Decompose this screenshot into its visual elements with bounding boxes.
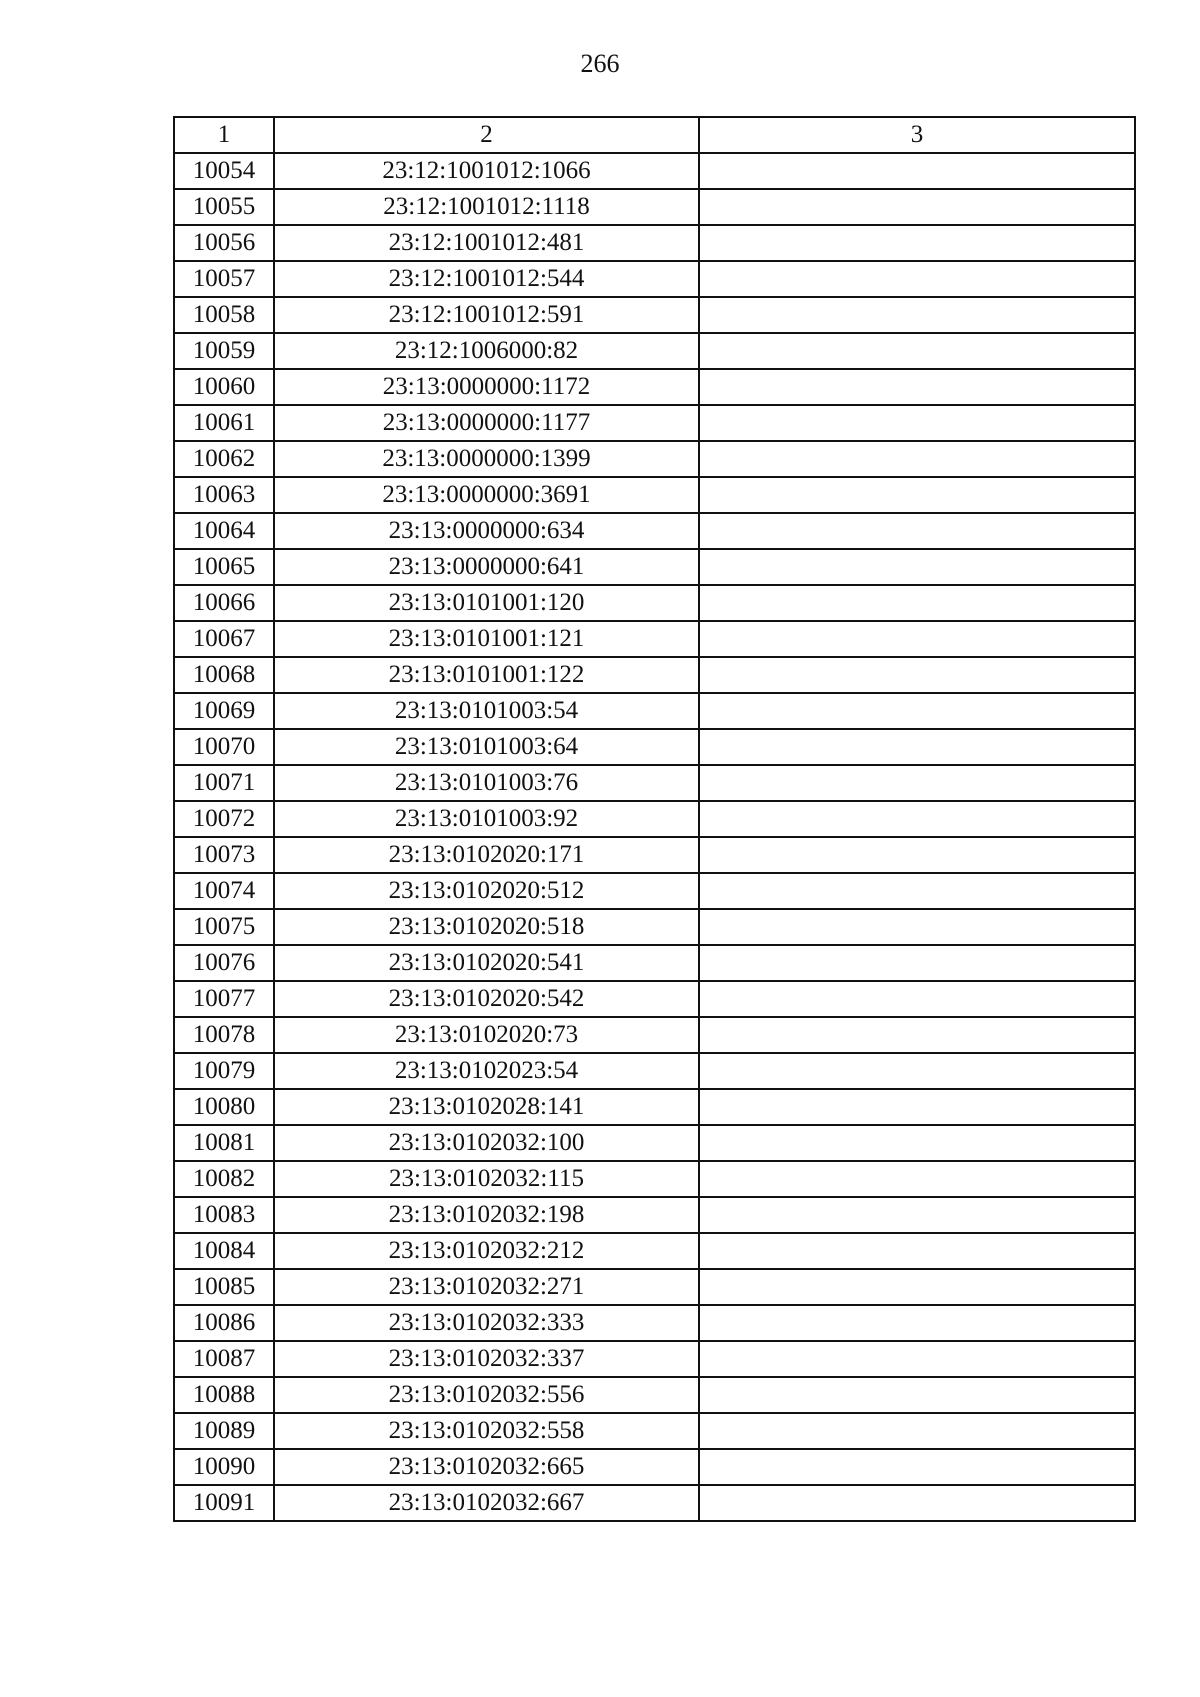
table-row (174, 1413, 1135, 1449)
table-row (174, 909, 1135, 945)
table-row (174, 1305, 1135, 1341)
row-number-cell: 10070 (174, 729, 274, 765)
column-3-cell (699, 909, 1135, 945)
cadastral-number-cell: 23:13:0102032:665 (274, 1449, 699, 1485)
page-number: 266 (580, 49, 620, 78)
column-3-cell (699, 369, 1135, 405)
table-row (174, 1341, 1135, 1377)
row-number-cell: 10074 (174, 873, 274, 909)
column-3-cell (699, 873, 1135, 909)
row-number-cell: 10057 (174, 261, 274, 297)
column-3-cell (699, 1485, 1135, 1521)
cadastral-number-cell: 23:13:0101003:92 (274, 801, 699, 837)
cadastral-number-cell: 23:13:0000000:3691 (274, 477, 699, 513)
column-3-cell (699, 477, 1135, 513)
row-number-cell: 10056 (174, 225, 274, 261)
cadastral-number-cell: 23:13:0101003:54 (274, 693, 699, 729)
table-row (174, 261, 1135, 297)
row-number-cell: 10055 (174, 189, 274, 225)
row-number-cell: 10084 (174, 1233, 274, 1269)
table-row (174, 225, 1135, 261)
column-3-cell (699, 1233, 1135, 1269)
row-number-cell: 10085 (174, 1269, 274, 1305)
row-number-cell: 10078 (174, 1017, 274, 1053)
table-row (174, 765, 1135, 801)
row-number-cell: 10086 (174, 1305, 274, 1341)
table-row (174, 369, 1135, 405)
cadastral-number-cell: 23:13:0102023:54 (274, 1053, 699, 1089)
row-number-cell: 10065 (174, 549, 274, 585)
column-3-cell (699, 1161, 1135, 1197)
cadastral-number-cell: 23:13:0102020:512 (274, 873, 699, 909)
column-3-cell (699, 801, 1135, 837)
table-row (174, 1485, 1135, 1521)
cadastral-number-cell: 23:13:0000000:1399 (274, 441, 699, 477)
column-3-cell (699, 333, 1135, 369)
row-number-cell: 10077 (174, 981, 274, 1017)
row-number-cell: 10088 (174, 1377, 274, 1413)
column-3-cell (699, 945, 1135, 981)
cadastral-number-cell: 23:13:0101001:122 (274, 657, 699, 693)
table-row (174, 297, 1135, 333)
row-number-cell: 10062 (174, 441, 274, 477)
table-row (174, 729, 1135, 765)
row-number-cell: 10069 (174, 693, 274, 729)
column-3-cell (699, 297, 1135, 333)
row-number-cell: 10060 (174, 369, 274, 405)
cadastral-number-cell: 23:13:0102020:73 (274, 1017, 699, 1053)
column-3-cell (699, 1053, 1135, 1089)
table-row (174, 981, 1135, 1017)
row-number-cell: 10068 (174, 657, 274, 693)
column-3-cell (699, 729, 1135, 765)
column-3-cell (699, 261, 1135, 297)
row-number-cell: 10058 (174, 297, 274, 333)
column-3-cell (699, 837, 1135, 873)
table-row (174, 189, 1135, 225)
table-row (174, 621, 1135, 657)
column-3-cell (699, 441, 1135, 477)
table-row (174, 1161, 1135, 1197)
row-number-cell: 10067 (174, 621, 274, 657)
column-3-cell (699, 657, 1135, 693)
cadastral-number-cell: 23:13:0102032:667 (274, 1485, 699, 1521)
cadastral-number-cell: 23:13:0102032:271 (274, 1269, 699, 1305)
column-3-cell (699, 549, 1135, 585)
cadastral-number-cell: 23:13:0101003:76 (274, 765, 699, 801)
column-3-cell (699, 1089, 1135, 1125)
cadastral-number-cell: 23:13:0102032:337 (274, 1341, 699, 1377)
row-number-cell: 10081 (174, 1125, 274, 1161)
column-3-cell (699, 405, 1135, 441)
column-3-cell (699, 621, 1135, 657)
cadastral-number-cell: 23:13:0102032:100 (274, 1125, 699, 1161)
column-3-cell (699, 1305, 1135, 1341)
table-row (174, 1053, 1135, 1089)
cadastral-number-cell: 23:13:0102028:141 (274, 1089, 699, 1125)
row-number-cell: 10083 (174, 1197, 274, 1233)
row-number-cell: 10087 (174, 1341, 274, 1377)
table-row (174, 1449, 1135, 1485)
cadastral-number-cell: 23:13:0000000:1172 (274, 369, 699, 405)
table-header-row (174, 117, 1135, 153)
column-3-cell (699, 1377, 1135, 1413)
cadastral-number-cell: 23:13:0101001:120 (274, 585, 699, 621)
row-number-cell: 10080 (174, 1089, 274, 1125)
row-number-cell: 10090 (174, 1449, 274, 1485)
table-row (174, 1377, 1135, 1413)
row-number-cell: 10079 (174, 1053, 274, 1089)
column-3-cell (699, 153, 1135, 189)
column-3-cell (699, 1449, 1135, 1485)
column-3-cell (699, 1197, 1135, 1233)
column-3-cell (699, 1269, 1135, 1305)
row-number-cell: 10059 (174, 333, 274, 369)
column-3-cell (699, 585, 1135, 621)
table-row (174, 441, 1135, 477)
row-number-cell: 10072 (174, 801, 274, 837)
column-3-cell (699, 1017, 1135, 1053)
cadastral-number-cell: 23:12:1001012:544 (274, 261, 699, 297)
cadastral-number-cell: 23:13:0102032:198 (274, 1197, 699, 1233)
table-row (174, 1125, 1135, 1161)
cadastral-number-cell: 23:13:0102032:556 (274, 1377, 699, 1413)
column-3-cell (699, 981, 1135, 1017)
table-row (174, 693, 1135, 729)
column-3-cell (699, 1341, 1135, 1377)
column-3-cell (699, 189, 1135, 225)
row-number-cell: 10073 (174, 837, 274, 873)
cadastral-number-cell: 23:13:0102020:541 (274, 945, 699, 981)
table-row (174, 549, 1135, 585)
row-number-cell: 10064 (174, 513, 274, 549)
table-row (174, 1017, 1135, 1053)
row-number-cell: 10075 (174, 909, 274, 945)
cadastral-number-cell: 23:13:0102020:542 (274, 981, 699, 1017)
column-3-cell (699, 1413, 1135, 1449)
table-row (174, 801, 1135, 837)
cadastral-number-cell: 23:12:1001012:1118 (274, 189, 699, 225)
column-header-3: 3 (699, 117, 1135, 153)
column-3-cell (699, 225, 1135, 261)
cadastral-number-cell: 23:13:0000000:641 (274, 549, 699, 585)
row-number-cell: 10071 (174, 765, 274, 801)
cadastral-number-cell: 23:13:0000000:634 (274, 513, 699, 549)
cadastral-number-cell: 23:12:1006000:82 (274, 333, 699, 369)
row-number-cell: 10091 (174, 1485, 274, 1521)
cadastral-number-cell: 23:13:0102032:558 (274, 1413, 699, 1449)
table-row (174, 837, 1135, 873)
row-number-cell: 10054 (174, 153, 274, 189)
cadastral-number-cell: 23:13:0101001:121 (274, 621, 699, 657)
table-row (174, 873, 1135, 909)
table-row (174, 153, 1135, 189)
column-3-cell (699, 765, 1135, 801)
row-number-cell: 10061 (174, 405, 274, 441)
column-3-cell (699, 693, 1135, 729)
cadastral-number-cell: 23:13:0102032:115 (274, 1161, 699, 1197)
cadastral-number-cell: 23:13:0102020:171 (274, 837, 699, 873)
column-3-cell (699, 513, 1135, 549)
column-header-2: 2 (274, 117, 699, 153)
row-number-cell: 10066 (174, 585, 274, 621)
table-row (174, 333, 1135, 369)
table-row (174, 513, 1135, 549)
data-table (173, 116, 1136, 1522)
cadastral-number-cell: 23:12:1001012:481 (274, 225, 699, 261)
table-row (174, 477, 1135, 513)
cadastral-number-cell: 23:12:1001012:591 (274, 297, 699, 333)
table-row (174, 1089, 1135, 1125)
cadastral-number-cell: 23:13:0102020:518 (274, 909, 699, 945)
table-row (174, 405, 1135, 441)
table-row (174, 1269, 1135, 1305)
table-row (174, 1233, 1135, 1269)
row-number-cell: 10063 (174, 477, 274, 513)
table-row (174, 945, 1135, 981)
table-row (174, 657, 1135, 693)
cadastral-number-cell: 23:13:0000000:1177 (274, 405, 699, 441)
row-number-cell: 10089 (174, 1413, 274, 1449)
column-3-cell (699, 1125, 1135, 1161)
cadastral-number-cell: 23:13:0102032:333 (274, 1305, 699, 1341)
table-row (174, 1197, 1135, 1233)
row-number-cell: 10076 (174, 945, 274, 981)
table-row (174, 585, 1135, 621)
cadastral-number-cell: 23:13:0101003:64 (274, 729, 699, 765)
cadastral-number-cell: 23:13:0102032:212 (274, 1233, 699, 1269)
row-number-cell: 10082 (174, 1161, 274, 1197)
table-body (174, 153, 1135, 1521)
column-header-1: 1 (174, 117, 274, 153)
cadastral-number-cell: 23:12:1001012:1066 (274, 153, 699, 189)
